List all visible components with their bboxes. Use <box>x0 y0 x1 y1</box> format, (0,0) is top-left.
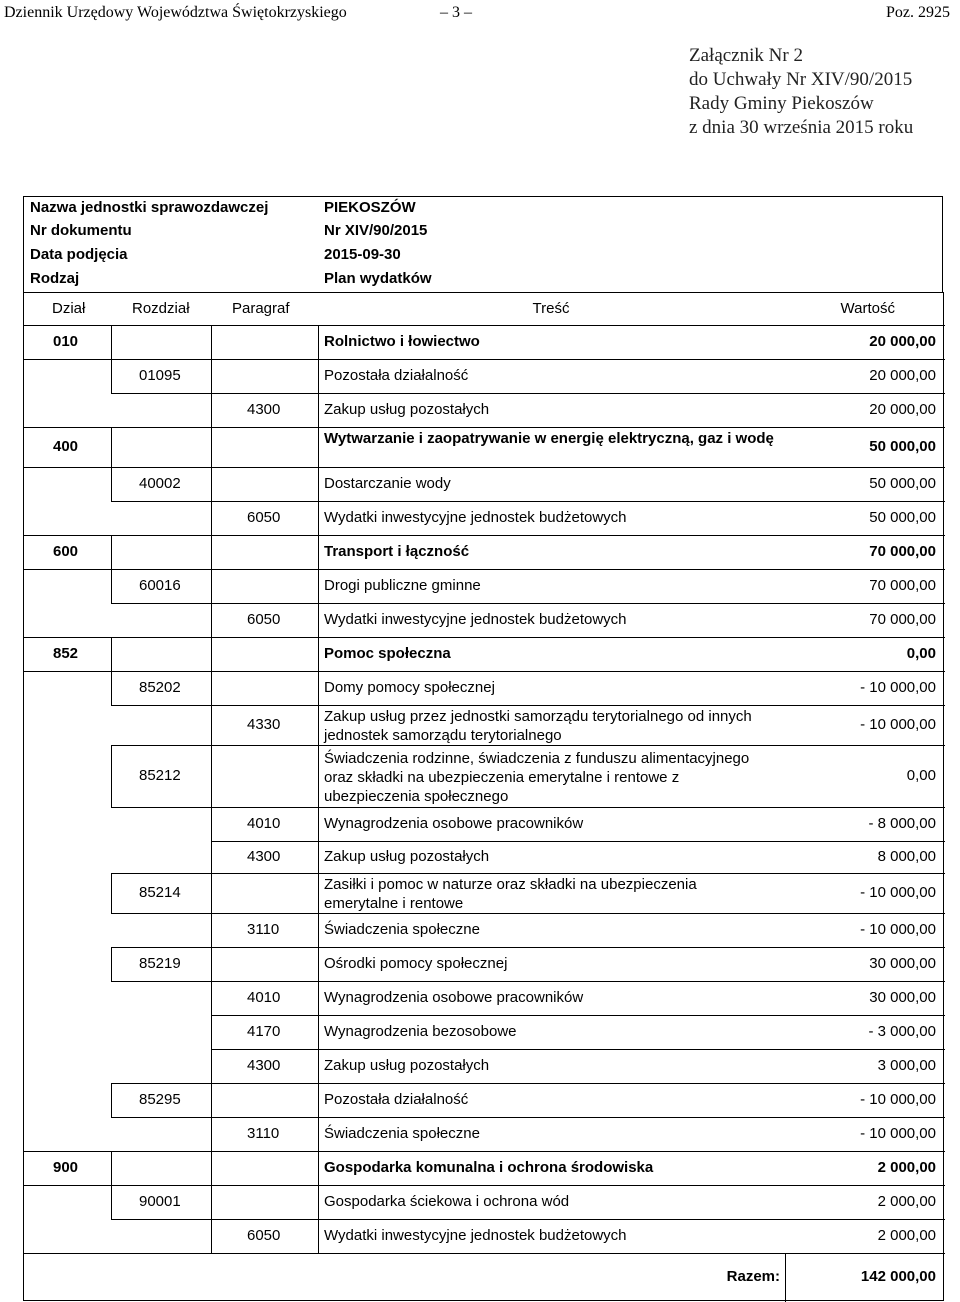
row-divider <box>111 569 945 570</box>
column-divider <box>785 1253 786 1302</box>
cell-tresc: Wynagrodzenia bezosobowe <box>324 1023 517 1040</box>
cell-paragraf: 3110 <box>247 921 280 938</box>
column-header-dzial: Dział <box>52 300 86 317</box>
cell-wartosc: - 10 000,00 <box>860 716 936 733</box>
cell-paragraf: 6050 <box>247 1227 281 1244</box>
column-divider <box>111 671 112 705</box>
column-divider <box>211 671 212 705</box>
annex-council: Rady Gminy Piekoszów <box>689 93 874 114</box>
annex-block <box>689 44 959 140</box>
cell-wartosc: 2 000,00 <box>877 1159 936 1176</box>
column-divider <box>318 745 319 807</box>
cell-rozdzial: 85212 <box>139 767 181 784</box>
adoption-date-value: 2015-09-30 <box>324 246 401 263</box>
cell-rozdzial: 85219 <box>139 955 181 972</box>
annex-title: Załącznik Nr 2 <box>689 45 803 66</box>
column-header-paragraf: Paragraf <box>232 300 290 317</box>
column-header-rozdzial: Rozdział <box>132 300 190 317</box>
column-divider <box>318 637 319 671</box>
cell-wartosc: 2 000,00 <box>877 1193 936 1210</box>
column-divider <box>318 467 319 501</box>
cell-rozdzial: 01095 <box>139 367 181 384</box>
cell-tresc: Wydatki inwestycyjne jednostek budżetowych <box>324 1227 627 1244</box>
column-divider <box>211 535 212 569</box>
column-divider <box>318 913 319 947</box>
row-divider <box>211 603 945 604</box>
cell-wartosc: - 10 000,00 <box>860 884 936 901</box>
row-divider <box>211 705 945 706</box>
column-divider <box>211 745 212 807</box>
column-divider <box>318 947 319 981</box>
cell-tresc: Zasiłki i pomoc w naturze oraz składki na ubezpieczenia emerytalne i rentowe <box>324 876 697 912</box>
cell-wartosc: 50 000,00 <box>869 509 936 526</box>
row-divider <box>111 745 945 746</box>
cell-tresc: Pozostała działalność <box>324 367 469 384</box>
cell-tresc: Rolnictwo i łowiectwo <box>324 333 480 350</box>
total-value: 142 000,00 <box>860 1268 936 1285</box>
column-divider <box>211 1049 212 1083</box>
row-divider <box>211 1117 945 1118</box>
cell-paragraf: 4300 <box>247 848 281 865</box>
cell-tresc: Pozostała działalność <box>324 1091 469 1108</box>
row-divider <box>111 873 945 874</box>
column-divider <box>111 359 112 393</box>
column-divider <box>318 359 319 393</box>
column-divider <box>318 501 319 535</box>
column-divider <box>211 1185 212 1219</box>
cell-tresc: Świadczenia rodzinne, świadczenia z funduszu alimentacyjnego oraz składki na ubezpieczenia emerytalne i rentowe z ubezpieczenia społecznego <box>324 749 750 805</box>
cell-rozdzial: 90001 <box>139 1193 181 1210</box>
cell-paragraf: 4010 <box>247 815 281 832</box>
column-divider <box>211 1015 212 1049</box>
cell-tresc: Dostarczanie wody <box>324 475 451 492</box>
column-divider <box>211 913 212 947</box>
cell-wartosc: - 8 000,00 <box>868 815 936 832</box>
cell-paragraf: 4010 <box>247 989 281 1006</box>
unit-label: Nazwa jednostki sprawozdawczej <box>30 199 269 216</box>
cell-wartosc: 3 000,00 <box>877 1057 936 1074</box>
cell-tresc: Drogi publiczne gminne <box>324 577 481 594</box>
adoption-date-label: Data podjęcia <box>30 246 128 263</box>
cell-tresc: Zakup usług przez jednostki samorządu terytorialnego od innych jednostek samorządu terytorialnego <box>324 708 752 744</box>
cell-wartosc: - 10 000,00 <box>860 679 936 696</box>
column-divider <box>211 1219 212 1253</box>
column-divider <box>318 569 319 603</box>
row-divider <box>111 947 945 948</box>
column-divider <box>211 467 212 501</box>
column-divider <box>111 1185 112 1219</box>
column-divider <box>211 569 212 603</box>
column-divider <box>318 1083 319 1117</box>
row-divider <box>111 1083 945 1084</box>
cell-wartosc: 2 000,00 <box>877 1227 936 1244</box>
document-number-label: Nr dokumentu <box>30 222 132 239</box>
cell-rozdzial: 60016 <box>139 577 181 594</box>
cell-wartosc: 20 000,00 <box>869 367 936 384</box>
column-divider <box>211 359 212 393</box>
page-number: – 3 – <box>440 4 472 21</box>
column-divider <box>111 467 112 501</box>
cell-tresc: Świadczenia społeczne <box>324 921 480 938</box>
column-divider <box>111 637 112 671</box>
cell-tresc: Świadczenia społeczne <box>324 1125 480 1142</box>
row-divider <box>24 535 945 536</box>
row-divider <box>211 1015 945 1016</box>
column-divider <box>111 325 112 359</box>
cell-tresc: Zakup usług pozostałych <box>324 401 490 418</box>
row-divider <box>111 359 945 360</box>
column-divider <box>211 637 212 671</box>
column-divider <box>211 873 212 913</box>
row-divider <box>111 671 945 672</box>
column-divider <box>111 569 112 603</box>
cell-rozdzial: 85214 <box>139 884 181 901</box>
column-divider <box>318 325 319 359</box>
column-divider <box>211 807 212 841</box>
column-divider <box>211 981 212 1015</box>
row-divider <box>24 427 945 428</box>
column-divider <box>318 1015 319 1049</box>
cell-tresc: Wydatki inwestycyjne jednostek budżetowych <box>324 509 627 526</box>
cell-wartosc: 8 000,00 <box>877 848 936 865</box>
annex-date: z dnia 30 września 2015 roku <box>689 117 914 138</box>
cell-wartosc: - 10 000,00 <box>860 1125 936 1142</box>
cell-wartosc: 70 000,00 <box>869 543 936 560</box>
document-type-label: Rodzaj <box>30 270 80 287</box>
cell-wartosc: 20 000,00 <box>869 401 936 418</box>
cell-tresc: Wynagrodzenia osobowe pracowników <box>324 989 584 1006</box>
column-divider <box>318 1219 319 1253</box>
cell-rozdzial: 85295 <box>139 1091 181 1108</box>
cell-dzial: 852 <box>53 645 79 662</box>
column-divider <box>211 1117 212 1151</box>
column-divider <box>211 393 212 427</box>
document-number-value: Nr XIV/90/2015 <box>324 222 428 239</box>
cell-wartosc: 70 000,00 <box>869 611 936 628</box>
column-divider <box>318 427 319 467</box>
cell-tresc: Ośrodki pomocy społecznej <box>324 955 508 972</box>
column-header-wartosc: Wartość <box>840 300 895 317</box>
column-divider <box>318 705 319 745</box>
expenditure-table <box>23 292 944 1301</box>
gazette-title: Dziennik Urzędowy Województwa Świętokrzyskiego <box>4 4 347 21</box>
cell-dzial: 900 <box>53 1159 79 1176</box>
cell-wartosc: 0,00 <box>906 645 936 662</box>
row-divider <box>24 325 945 326</box>
cell-wartosc: 70 000,00 <box>869 577 936 594</box>
column-divider <box>111 1151 112 1185</box>
cell-wartosc: 30 000,00 <box>869 955 936 972</box>
row-divider <box>211 393 945 394</box>
cell-tresc: Wynagrodzenia osobowe pracowników <box>324 815 584 832</box>
cell-paragraf: 4300 <box>247 401 281 418</box>
cell-tresc: Gospodarka komunalna i ochrona środowiska <box>324 1159 654 1176</box>
cell-paragraf: 6050 <box>247 611 281 628</box>
cell-dzial: 010 <box>53 333 79 350</box>
cell-dzial: 600 <box>53 543 79 560</box>
cell-tresc: Zakup usług pozostałych <box>324 1057 490 1074</box>
cell-wartosc: 20 000,00 <box>869 333 936 350</box>
row-divider <box>24 1253 945 1254</box>
cell-paragraf: 4300 <box>247 1057 281 1074</box>
unit-value: PIEKOSZÓW <box>324 199 416 216</box>
cell-wartosc: 0,00 <box>906 767 936 784</box>
cell-paragraf: 4330 <box>247 716 281 733</box>
column-divider <box>111 427 112 467</box>
column-divider <box>211 1083 212 1117</box>
cell-wartosc: 50 000,00 <box>869 475 936 492</box>
row-divider <box>111 467 945 468</box>
cell-tresc: Zakup usług pozostałych <box>324 848 490 865</box>
column-divider <box>318 807 319 841</box>
cell-tresc: Gospodarka ściekowa i ochrona wód <box>324 1193 570 1210</box>
cell-wartosc: 30 000,00 <box>869 989 936 1006</box>
column-divider <box>111 745 112 807</box>
row-divider <box>211 501 945 502</box>
column-divider <box>318 841 319 873</box>
cell-tresc: Domy pomocy społecznej <box>324 679 495 696</box>
column-divider <box>211 501 212 535</box>
row-divider <box>211 981 945 982</box>
column-divider <box>211 705 212 745</box>
row-divider <box>211 841 945 842</box>
column-divider <box>318 393 319 427</box>
column-divider <box>318 1151 319 1185</box>
column-divider <box>318 981 319 1015</box>
column-divider <box>318 603 319 637</box>
cell-tresc: Wydatki inwestycyjne jednostek budżetowych <box>324 611 627 628</box>
cell-tresc: Wytwarzanie i zaopatrywanie w energię elektryczną, gaz i wodę <box>324 430 774 447</box>
cell-dzial: 400 <box>53 438 79 455</box>
row-divider <box>24 637 945 638</box>
row-divider <box>211 807 945 808</box>
column-divider <box>211 325 212 359</box>
row-divider <box>211 1219 945 1220</box>
cell-wartosc: - 3 000,00 <box>868 1023 936 1040</box>
column-divider <box>211 841 212 873</box>
column-divider <box>211 947 212 981</box>
column-divider <box>211 427 212 467</box>
position-number: Poz. 2925 <box>886 4 950 21</box>
cell-paragraf: 4170 <box>247 1023 281 1040</box>
row-divider <box>111 1185 945 1186</box>
cell-wartosc: - 10 000,00 <box>860 921 936 938</box>
cell-wartosc: - 10 000,00 <box>860 1091 936 1108</box>
cell-rozdzial: 85202 <box>139 679 181 696</box>
cell-paragraf: 3110 <box>247 1125 280 1142</box>
column-divider <box>318 1049 319 1083</box>
column-header-tresc: Treść <box>532 300 570 317</box>
document-type-value: Plan wydatków <box>324 270 432 287</box>
column-divider <box>111 947 112 981</box>
column-divider <box>318 671 319 705</box>
row-divider <box>211 913 945 914</box>
cell-wartosc: 50 000,00 <box>869 438 936 455</box>
total-label: Razem: <box>726 1268 780 1285</box>
column-divider <box>318 873 319 913</box>
cell-rozdzial: 40002 <box>139 475 181 492</box>
row-divider <box>24 1151 945 1152</box>
cell-paragraf: 6050 <box>247 509 281 526</box>
column-divider <box>111 535 112 569</box>
column-divider <box>211 603 212 637</box>
document-metadata <box>23 196 943 292</box>
annex-resolution: do Uchwały Nr XIV/90/2015 <box>689 69 913 90</box>
column-divider <box>318 1185 319 1219</box>
column-divider <box>318 535 319 569</box>
column-divider <box>211 1151 212 1185</box>
column-divider <box>111 873 112 913</box>
cell-tresc: Transport i łączność <box>324 543 470 560</box>
column-divider <box>318 1117 319 1151</box>
column-divider <box>111 1083 112 1117</box>
cell-tresc: Pomoc społeczna <box>324 645 451 662</box>
row-divider <box>211 1049 945 1050</box>
